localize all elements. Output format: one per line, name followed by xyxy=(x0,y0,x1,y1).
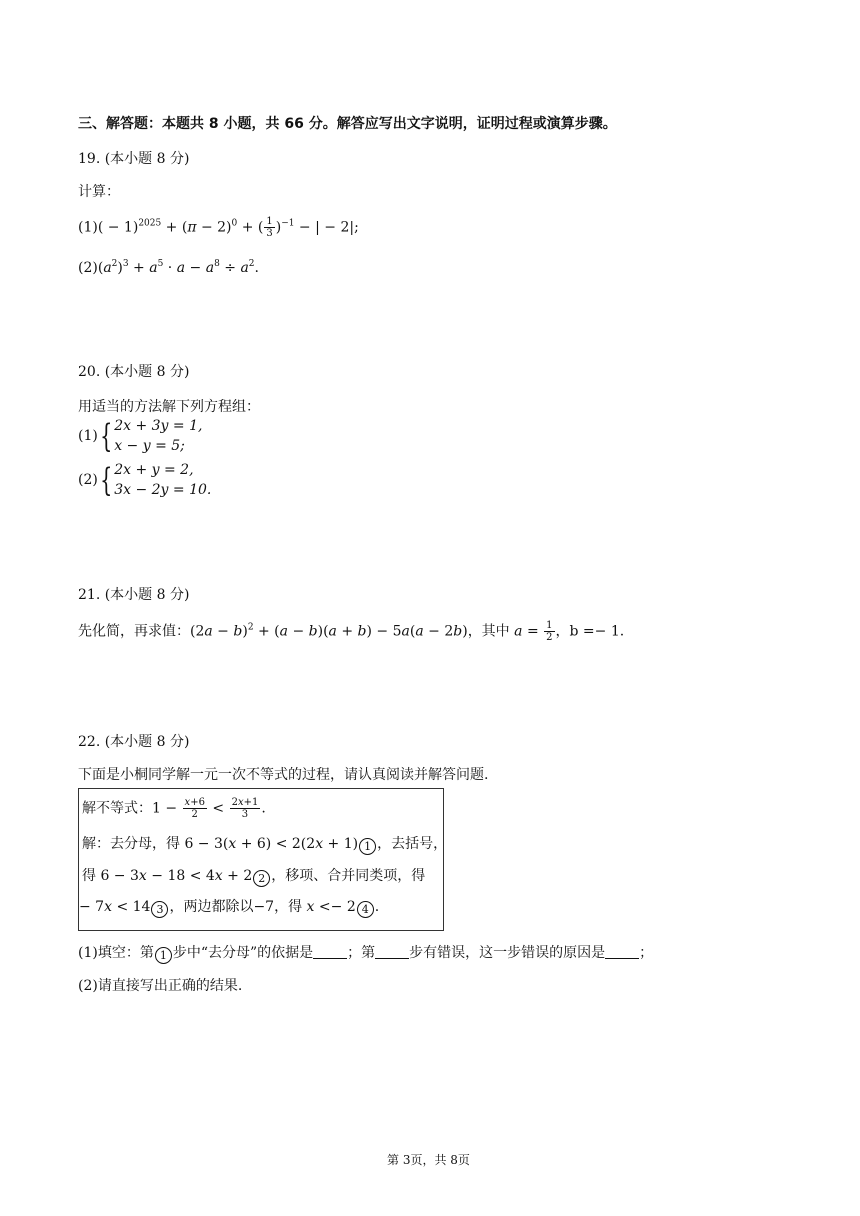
q22-part2: (2)请直接写出正确的结果. xyxy=(78,978,243,994)
q20-header: 20. (本小题 8 分) xyxy=(78,364,190,380)
answer-blank-2[interactable] xyxy=(375,946,409,959)
q22-fill-mid3: 步有错误，这一步错误的原因是 xyxy=(409,945,606,961)
q22-fill-prefix: (1)填空：第 xyxy=(78,945,154,961)
box-title-line: 解不等式：1 − $\frac{x+6}{2}$ < $\frac{2x+1}{3}$ . xyxy=(82,797,266,820)
q20-part1 xyxy=(78,416,202,456)
q22-part1: (1)填空：第 1 步中“去分母”的依据是 ；第 步有错误，这一步错误的原因是 ； xyxy=(78,945,654,962)
box-step2: 得 6 − 3x − 18 < 4x + 2 2 ，移项、合并同类项，得 xyxy=(82,868,426,885)
q21-header: 21. (本小题 8 分) xyxy=(78,587,190,603)
q20-part1-eq1: 2x + 3y = 1, xyxy=(114,418,203,434)
q22-fill-end: ； xyxy=(639,945,654,961)
q20-part1-label: (1) xyxy=(78,428,98,444)
box-step1: 解：去分母，得 6 − 3(x + 6) < 2(2x + 1) 1 ，去括号， xyxy=(82,836,448,853)
box-step2-suffix: ，移项、合并同类项，得 xyxy=(271,868,426,884)
brace-icon: { xyxy=(99,417,113,455)
q20-part2-eq2: 3x − 2y = 10. xyxy=(114,482,212,498)
solution-box xyxy=(78,788,448,931)
q21-prefix: 先化简，再求值： xyxy=(78,623,190,640)
q19-part2: $(2)(a^2)^3 + a^5 \cdot a - a^8 \div a^2$. xyxy=(78,259,259,276)
brace-icon: { xyxy=(99,461,113,499)
q22-fill-mid1: 步中“去分母”的依据是 xyxy=(172,945,314,961)
q20-part2 xyxy=(78,460,211,500)
q19-part2-label: (2) xyxy=(78,260,98,276)
q21-end: ，b =− 1. xyxy=(555,623,625,640)
box-step2-prefix: 得 xyxy=(82,868,96,884)
q19-part1-label: (1) xyxy=(78,219,98,236)
q19-part1: $(1)( - 1)^{2025} + (\pi - 2)^0$ + ( $\frac{1}{3}$ )$^{-1}$ − | − 2|; xyxy=(78,216,359,239)
box-step1-prefix: 解：去分母，得 xyxy=(82,836,180,852)
section-title: 三、解答题：本题共 8 小题，共 66 分。解答应写出文字说明，证明过程或演算步骤。 xyxy=(78,116,617,132)
answer-blank-1[interactable] xyxy=(313,946,347,959)
box-step1-suffix: ，去括号， xyxy=(377,836,448,852)
q22-header: 22. (本小题 8 分) xyxy=(78,734,190,750)
q21-body: 先化简，再求值：$(2a - b)^2 + (a - b)(a + b) - 5a(a - 2b)$，其中 a = $\frac{1}{2}$ ，b =− 1. xyxy=(78,620,625,643)
box-step3: − 7x < 14 3 ，两边都除以−7，得 x <− 2 4 . xyxy=(79,899,380,916)
answer-blank-3[interactable] xyxy=(605,946,639,959)
box-title: 解不等式： xyxy=(82,800,152,817)
q19-intro: 计算： xyxy=(78,184,120,200)
q22-fill-mid2: ；第 xyxy=(347,945,376,961)
q20-part1-eq2: x − y = 5; xyxy=(114,438,185,454)
q20-intro: 用适当的方法解下列方程组： xyxy=(78,399,260,415)
q19-header: 19. (本小题 8 分) xyxy=(78,151,190,167)
q20-part2-eq1: 2x + y = 2, xyxy=(114,462,194,478)
q22-intro: 下面是小桐同学解一元一次不等式的过程，请认真阅读并解答问题. xyxy=(78,767,489,783)
q20-part2-label: (2) xyxy=(78,472,98,488)
box-step3-mid: ，两边都除以−7，得 xyxy=(169,899,303,915)
q21-mid: ，其中 xyxy=(467,623,510,640)
page-footer: 第 3页，共 8页 xyxy=(387,1153,470,1167)
